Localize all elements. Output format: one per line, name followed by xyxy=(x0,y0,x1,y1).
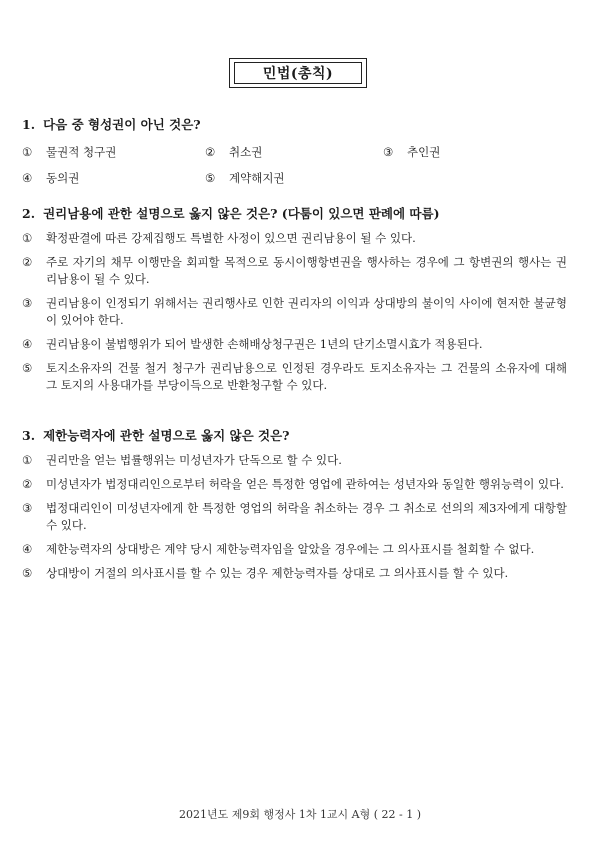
question-2 xyxy=(22,206,567,401)
choice-mark: ⑤ xyxy=(22,566,33,580)
question-number: 2. xyxy=(22,206,36,221)
choice-3[interactable] xyxy=(22,500,567,534)
choice-4[interactable] xyxy=(22,541,567,558)
question-stem xyxy=(22,117,567,133)
question-3 xyxy=(22,428,567,589)
choice-mark: ⑤ xyxy=(205,171,216,185)
choice-text: 토지소유자의 건물 철거 청구가 권리남용으로 인정된 경우라도 토지소유자는 그 건물의 소유자에 대해 그 토지의 사용대가를 부당이득으로 반환청구할 수 있다. xyxy=(46,361,567,392)
choice-1[interactable] xyxy=(22,230,567,247)
choice-2[interactable] xyxy=(22,254,567,288)
choice-text: 상대방이 거절의 의사표시를 할 수 있는 경우 제한능력자를 상대로 그 의사표시를 할 수 있다. xyxy=(46,566,509,580)
choice-list xyxy=(22,452,567,582)
page-footer: 2021년도 제9회 행정사 1차 1교시 A형 ( 22 - 1 ) xyxy=(178,808,422,821)
choice-mark: ⑤ xyxy=(22,361,33,375)
choice-text: 확정판결에 따른 강제집행도 특별한 사정이 있으면 권리남용이 될 수 있다. xyxy=(46,231,416,245)
choice-mark: ① xyxy=(22,231,33,245)
title-box xyxy=(229,58,367,88)
choice-5[interactable] xyxy=(22,565,567,582)
choice-text: 추인권 xyxy=(407,145,441,159)
choice-2[interactable] xyxy=(205,145,383,160)
choice-1[interactable] xyxy=(22,145,205,160)
choice-mark: ② xyxy=(22,477,33,491)
choice-text: 권리남용이 인정되기 위해서는 권리행사로 인한 권리자의 이익과 상대방의 불이익 사이에 현저한 불균형이 있어야 한다. xyxy=(46,296,567,327)
question-number: 3. xyxy=(22,428,36,443)
page-title: 민법(총칙) xyxy=(234,62,362,84)
choice-list xyxy=(22,230,567,394)
choice-text: 계약해지권 xyxy=(229,171,285,185)
choice-5[interactable] xyxy=(22,360,567,394)
choice-text: 제한능력자의 상대방은 계약 당시 제한능력자임을 알았을 경우에는 그 의사표시를 철회할 수 없다. xyxy=(46,542,535,556)
choice-mark: ③ xyxy=(22,296,33,310)
choice-mark: ② xyxy=(22,255,33,269)
choice-3[interactable] xyxy=(22,295,567,329)
choice-mark: ④ xyxy=(22,542,33,556)
choice-mark: ① xyxy=(22,145,33,159)
choice-mark: ① xyxy=(22,453,33,467)
choice-mark: ③ xyxy=(383,145,394,159)
question-text: 권리남용에 관한 설명으로 옳지 않은 것은? (다툼이 있으면 판례에 따름) xyxy=(43,206,440,221)
choice-text: 주로 자기의 채무 이행만을 회피할 목적으로 동시이행항변권을 행사하는 경우에 그 항변권의 행사는 권리남용이 될 수 있다. xyxy=(46,255,567,286)
question-text: 다음 중 형성권이 아닌 것은? xyxy=(43,117,201,132)
choice-text: 법정대리인이 미성년자에게 한 특정한 영업의 허락을 취소하는 경우 그 취소로 선의의 제3자에게 대항할 수 있다. xyxy=(46,501,567,532)
question-text: 제한능력자에 관한 설명으로 옳지 않은 것은? xyxy=(43,428,290,443)
choice-5[interactable] xyxy=(205,171,383,186)
choice-mark: ③ xyxy=(22,501,33,515)
question-1 xyxy=(22,117,567,186)
choice-text: 권리남용이 불법행위가 되어 발생한 손해배상청구권은 1년의 단기소멸시효가 적용된다. xyxy=(46,337,483,351)
choice-mark: ④ xyxy=(22,171,33,185)
choice-text: 물권적 청구권 xyxy=(46,145,117,159)
choice-mark: ② xyxy=(205,145,216,159)
choice-1[interactable] xyxy=(22,452,567,469)
choice-text: 취소권 xyxy=(229,145,263,159)
choice-2[interactable] xyxy=(22,476,567,493)
choice-text: 미성년자가 법정대리인으로부터 허락을 얻은 특정한 영업에 관하여는 성년자와 동일한 행위능력이 있다. xyxy=(46,477,564,491)
choice-mark: ④ xyxy=(22,337,33,351)
choice-4[interactable] xyxy=(22,171,205,186)
question-stem xyxy=(22,206,567,222)
question-number: 1. xyxy=(22,117,36,132)
choice-4[interactable] xyxy=(22,336,567,353)
choice-text: 동의권 xyxy=(46,171,80,185)
choice-grid xyxy=(22,145,567,186)
choice-3[interactable] xyxy=(383,145,563,160)
choice-text: 권리만을 얻는 법률행위는 미성년자가 단독으로 할 수 있다. xyxy=(46,453,342,467)
question-stem xyxy=(22,428,567,444)
